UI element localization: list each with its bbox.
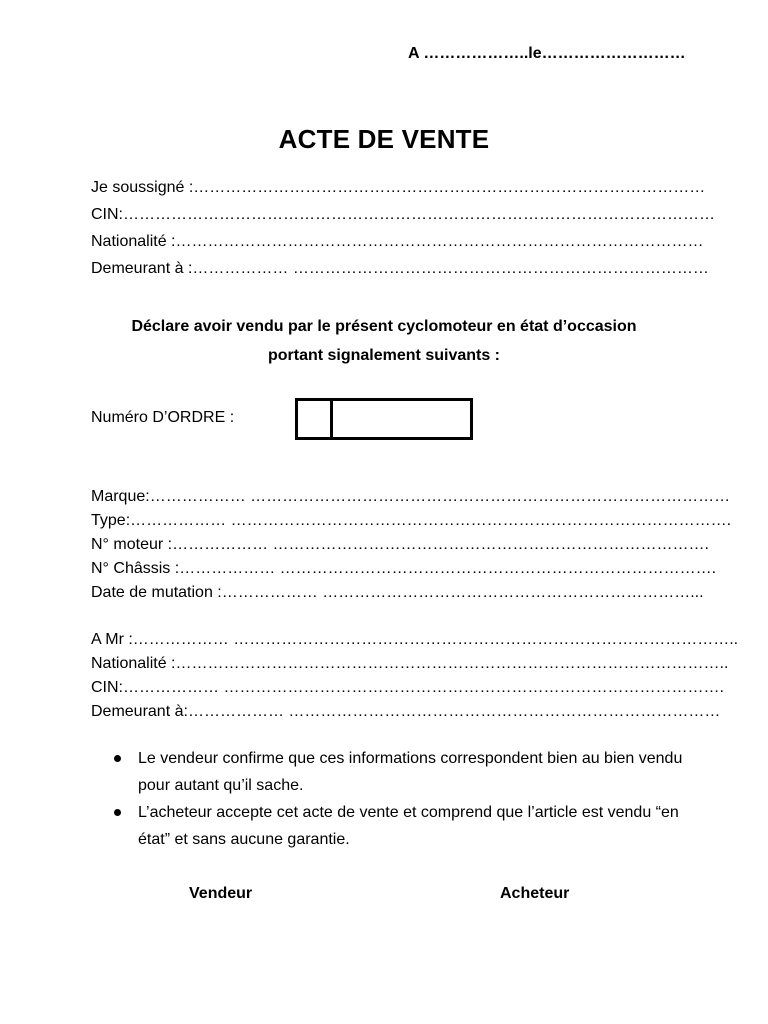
- vehicle-brand-field[interactable]: Marque:……………… ………………………………………………………………………………: [91, 488, 731, 505]
- declaration-line-2: portant signalement suivants :: [267, 347, 501, 364]
- buyer-cin-field[interactable]: CIN:……………… ………………………………………………………………………………….: [91, 679, 724, 696]
- clause-item: [114, 799, 694, 853]
- engine-number-field[interactable]: N° moteur :……………… ……………………………………………………………………….: [91, 536, 709, 553]
- document-title: ACTE DE VENTE: [278, 124, 490, 154]
- buyer-signature-label: Acheteur: [500, 885, 570, 902]
- seller-name-field[interactable]: Je soussigné :……………………………………………………………………………………: [91, 179, 706, 196]
- buyer-address-field[interactable]: Demeurant à:……………… ………………………………………………………………………: [91, 703, 721, 720]
- bullet-icon: [114, 755, 121, 762]
- seller-cin-field[interactable]: CIN:…………………………………………………………………………………………………: [91, 206, 715, 223]
- order-number-box[interactable]: [295, 398, 473, 440]
- order-number-label: Numéro D’ORDRE :: [91, 409, 235, 426]
- order-number-prefix-cell[interactable]: [298, 401, 333, 437]
- clause-text: Le vendeur confirme que ces informations correspondent bien au bien vendu pour autant qu’il sache.: [138, 750, 683, 794]
- buyer-name-field[interactable]: A Mr :……………… …………………………………………………………………………………..: [91, 631, 739, 648]
- seller-nationality-field[interactable]: Nationalité :………………………………………………………………………………………: [91, 233, 704, 250]
- place-date-line: A ………………..le………………………: [408, 45, 686, 62]
- mutation-date-field[interactable]: Date de mutation :……………… ……………………………………………………………...: [91, 584, 704, 601]
- seller-signature-label: Vendeur: [189, 885, 253, 902]
- chassis-number-field[interactable]: N° Châssis :……………… ……………………………………………………………………….: [91, 560, 717, 577]
- declaration-text: [60, 312, 708, 370]
- clause-text: L’acheteur accepte cet acte de vente et comprend que l’article est vendu “en état” et sans aucune garantie.: [138, 804, 679, 848]
- clause-item: [114, 745, 694, 799]
- bullet-icon: [114, 809, 121, 816]
- seller-address-field[interactable]: Demeurant à :……………… ……………………………………………………………………: [91, 260, 709, 277]
- declaration-line-1: Déclare avoir vendu par le présent cyclomoteur en état d’occasion: [131, 318, 637, 335]
- vehicle-type-field[interactable]: Type:……………… ………………………………………………………………………………….: [91, 512, 732, 529]
- clauses-list: [114, 745, 694, 853]
- buyer-nationality-field[interactable]: Nationalité :…………………………………………………………………………………………..: [91, 655, 729, 672]
